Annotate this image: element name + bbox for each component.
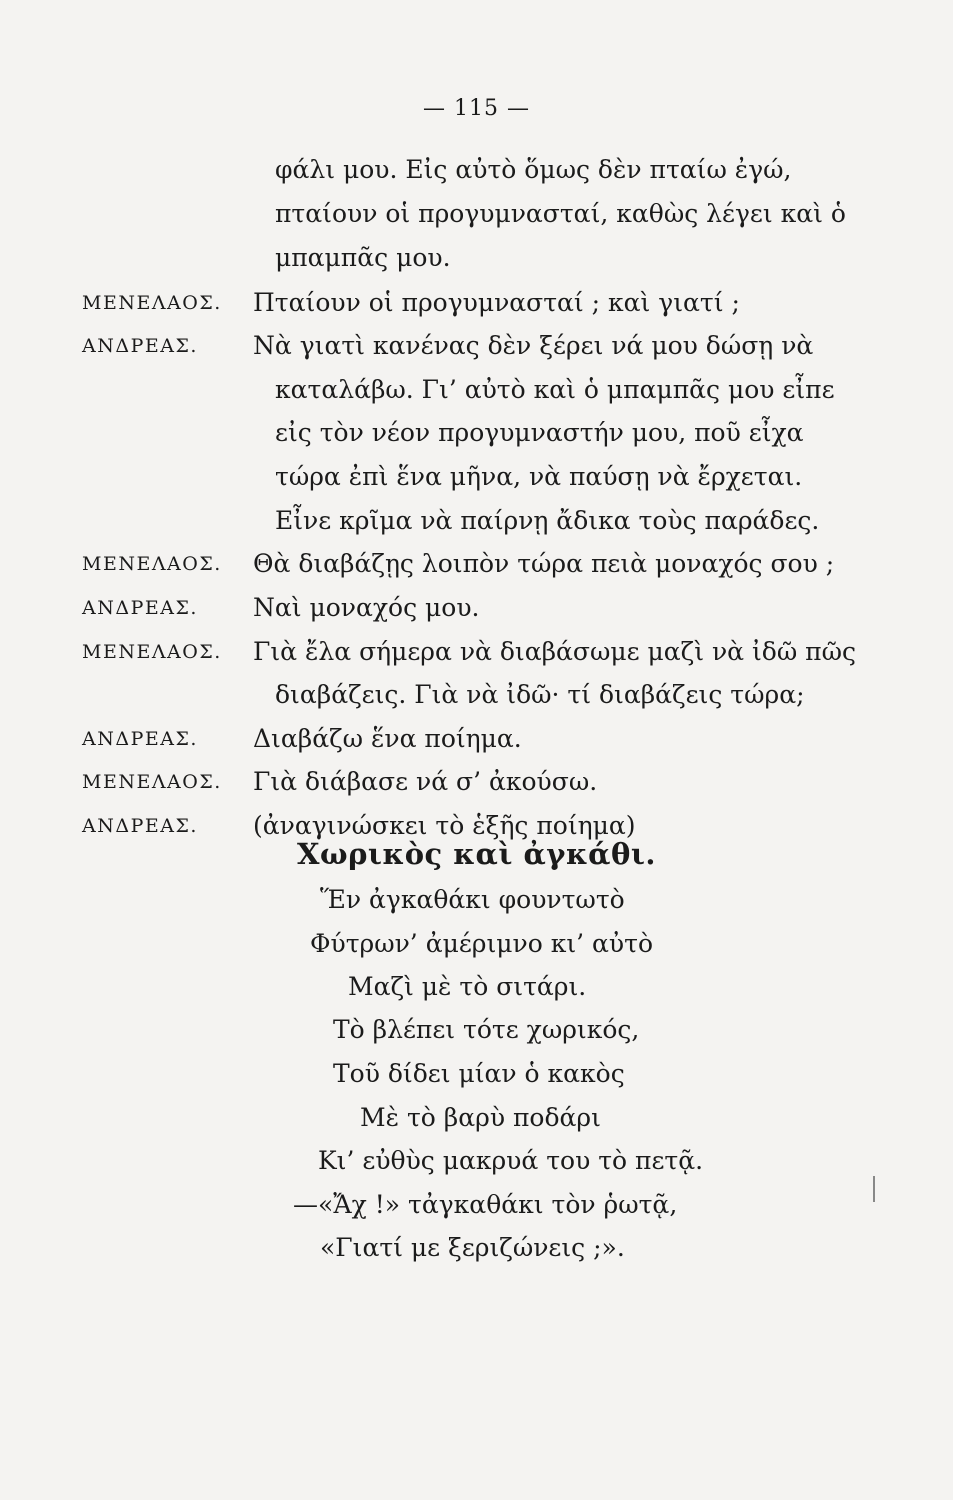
margin-mark (873, 1176, 875, 1202)
poem-line: Ἕν ἀγκαθάκι φουντωτὸ (320, 885, 625, 914)
speaker-name: ΑΝΔΡΕΑΣ. (82, 335, 198, 357)
dialogue-line: Ναὶ μοναχός μου. (253, 593, 480, 622)
dialogue-line: Νὰ γιατὶ κανένας δὲν ξέρει νά μου δώσῃ νὰ (253, 331, 814, 360)
dialogue-line: Γιὰ διάβασε νά σ’ ἀκούσω. (253, 767, 598, 796)
poem-line: Τὸ βλέπει τότε χωρικός, (333, 1015, 640, 1044)
dialogue-line: τώρα ἐπὶ ἕνα μῆνα, νὰ παύσῃ νὰ ἔρχεται. (275, 462, 803, 491)
dialogue-line: μπαμπᾶς μου. (275, 243, 451, 272)
dialogue-line: φάλι μου. Εἰς αὐτὸ ὅμως δὲν πταίω ἐγώ, (275, 155, 792, 184)
poem-line: —«Ἄχ !» τἀγκαθάκι τὸν ῥωτᾷ, (293, 1190, 678, 1219)
speaker-name: ΜΕΝΕΛΑΟΣ. (82, 641, 222, 663)
speaker-name: ΜΕΝΕΛΑΟΣ. (82, 553, 222, 575)
speaker-name: ΜΕΝΕΛΑΟΣ. (82, 292, 222, 314)
speaker-name: ΑΝΔΡΕΑΣ. (82, 728, 198, 750)
dialogue-line: Διαβάζω ἕνα ποίημα. (253, 724, 522, 753)
dialogue-line: εἰς τὸν νέον προγυμναστήν μου, ποῦ εἶχα (275, 418, 804, 447)
speaker-name: ΜΕΝΕΛΑΟΣ. (82, 771, 222, 793)
poem-line: «Γιατί με ξεριζώνεις ;». (320, 1233, 625, 1262)
poem-line: Τοῦ δίδει μίαν ὁ κακὸς (333, 1059, 625, 1088)
poem-line: Μὲ τὸ βαρὺ ποδάρι (360, 1103, 601, 1132)
dialogue-line: Εἶνε κρῖμα νὰ παίρνῃ ἄδικα τοὺς παράδες. (275, 506, 820, 535)
dialogue-line: διαβάζεις. Γιὰ νὰ ἰδῶ· τί διαβάζεις τώρα; (275, 680, 805, 709)
poem-title: Χωρικὸς καὶ ἀγκάθι. (297, 837, 656, 871)
dialogue-line: καταλάβω. Γι’ αὐτὸ καὶ ὁ μπαμπᾶς μου εἶπε (275, 375, 835, 404)
poem-line: Κι’ εὐθὺς μακρυά του τὸ πετᾷ. (318, 1146, 704, 1175)
poem-line: Μαζὶ μὲ τὸ σιτάρι. (348, 972, 587, 1001)
dialogue-line: (ἀναγινώσκει τὸ ἑξῆς ποίημα) (253, 811, 636, 840)
dialogue-line: Γιὰ ἔλα σήμερα νὰ διαβάσωμε μαζὶ νὰ ἰδῶ πῶς (253, 637, 856, 666)
dialogue-line: Θὰ διαβάζῃς λοιπὸν τώρα πειὰ μοναχός σου ; (253, 549, 835, 578)
dialogue-line: πταίουν οἱ προγυμνασταί, καθὼς λέγει καὶ ὁ (275, 199, 846, 228)
poem-line: Φύτρων’ ἀμέριμνο κι’ αὐτὸ (310, 929, 654, 958)
page-number: — 115 — (423, 96, 530, 121)
dialogue-line: Πταίουν οἱ προγυμνασταί ; καὶ γιατί ; (253, 288, 740, 317)
speaker-name: ΑΝΔΡΕΑΣ. (82, 815, 198, 837)
speaker-name: ΑΝΔΡΕΑΣ. (82, 597, 198, 619)
